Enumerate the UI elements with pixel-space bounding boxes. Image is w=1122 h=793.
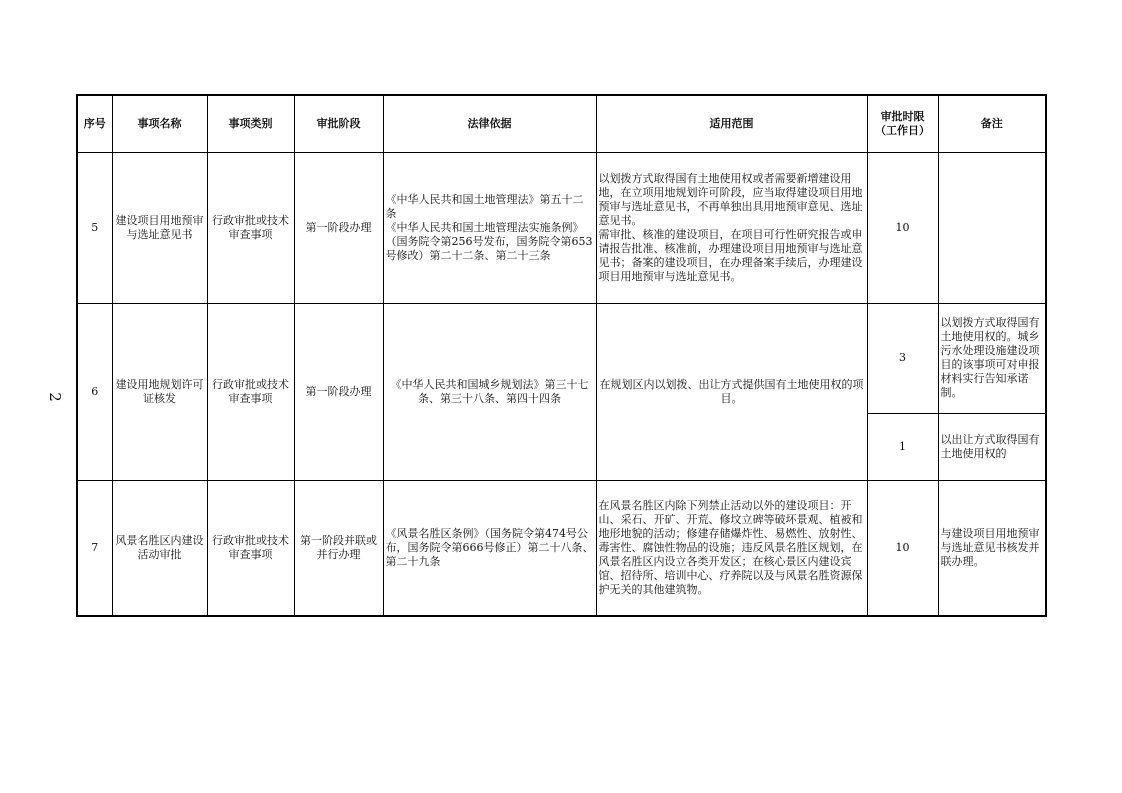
table-row bbox=[77, 152, 1046, 303]
cell-category: 行政审批或技术审查事项 bbox=[207, 480, 294, 616]
cell-seq: 7 bbox=[77, 480, 112, 616]
cell-days: 1 bbox=[867, 413, 938, 480]
cell-days: 10 bbox=[867, 480, 938, 616]
cell-notes: 以出让方式取得国有土地使用权的 bbox=[938, 413, 1046, 480]
header-stage: 审批阶段 bbox=[294, 95, 383, 152]
cell-name: 建设用地规划许可证核发 bbox=[112, 303, 207, 480]
cell-stage: 第一阶段办理 bbox=[294, 303, 383, 480]
table-header-row bbox=[77, 95, 1046, 152]
cell-stage: 第一阶段办理 bbox=[294, 152, 383, 303]
cell-name: 建设项目用地预审与选址意见书 bbox=[112, 152, 207, 303]
header-legal: 法律依据 bbox=[383, 95, 596, 152]
cell-scope: 以划拨方式取得国有土地使用权或者需要新增建设用地，在立项用地规划许可阶段，应当取得建设项目用地预审与选址意见书，不再单独出具用地预审意见、选址意见书。 需审批、核准的建设项目，在项目可行性研究报告或申请报告批准、核准前，办理建设项目用地预审与选址意见书；备案的建设项目，在办理备案手续后，办理建设项目用地预审与选址意见书。 bbox=[596, 152, 867, 303]
header-category: 事项类别 bbox=[207, 95, 294, 152]
cell-legal: 《风景名胜区条例》（国务院令第474号公布，国务院令第666号修正）第二十八条、第二十九条 bbox=[383, 480, 596, 616]
table-row bbox=[77, 480, 1046, 616]
approval-matrix-table bbox=[76, 94, 1047, 617]
header-days: 审批时限 （工作日） bbox=[867, 95, 938, 152]
cell-legal: 《中华人民共和国城乡规划法》第三十七条、第三十八条、第四十四条 bbox=[383, 303, 596, 480]
cell-stage: 第一阶段并联或并行办理 bbox=[294, 480, 383, 616]
cell-notes bbox=[938, 152, 1046, 303]
cell-scope: 在风景名胜区内除下列禁止活动以外的建设项目：开山、采石、开矿、开荒、修坟立碑等破坏景观、植被和地形地貌的活动；修建存储爆炸性、易燃性、放射性、毒害性、腐蚀性物品的设施；违反风景名胜区规划，在风景名胜区内设立各类开发区；在核心景区内建设宾馆、招待所、培训中心、疗养院以及与风景名胜资源保护无关的其他建筑物。 bbox=[596, 480, 867, 616]
cell-category: 行政审批或技术审查事项 bbox=[207, 303, 294, 480]
header-notes: 备注 bbox=[938, 95, 1046, 152]
header-seq: 序号 bbox=[77, 95, 112, 152]
header-name: 事项名称 bbox=[112, 95, 207, 152]
cell-name: 风景名胜区内建设活动审批 bbox=[112, 480, 207, 616]
cell-seq: 5 bbox=[77, 152, 112, 303]
cell-category: 行政审批或技术审查事项 bbox=[207, 152, 294, 303]
page-number: 2 bbox=[45, 392, 64, 402]
cell-seq: 6 bbox=[77, 303, 112, 480]
table-row bbox=[77, 303, 1046, 413]
cell-days: 10 bbox=[867, 152, 938, 303]
cell-scope: 在规划区内以划拨、出让方式提供国有土地使用权的项目。 bbox=[596, 303, 867, 480]
header-scope: 适用范围 bbox=[596, 95, 867, 152]
cell-notes: 以划拨方式取得国有土地使用权的。城乡污水处理设施建设项目的该事项可对申报材料实行告知承诺制。 bbox=[938, 303, 1046, 413]
cell-notes: 与建设项目用地预审与选址意见书核发并联办理。 bbox=[938, 480, 1046, 616]
cell-legal: 《中华人民共和国土地管理法》第五十二条 《中华人民共和国土地管理法实施条例》（国务院令第256号发布，国务院令第653号修改）第二十二条、第二十三条 bbox=[383, 152, 596, 303]
cell-days: 3 bbox=[867, 303, 938, 413]
